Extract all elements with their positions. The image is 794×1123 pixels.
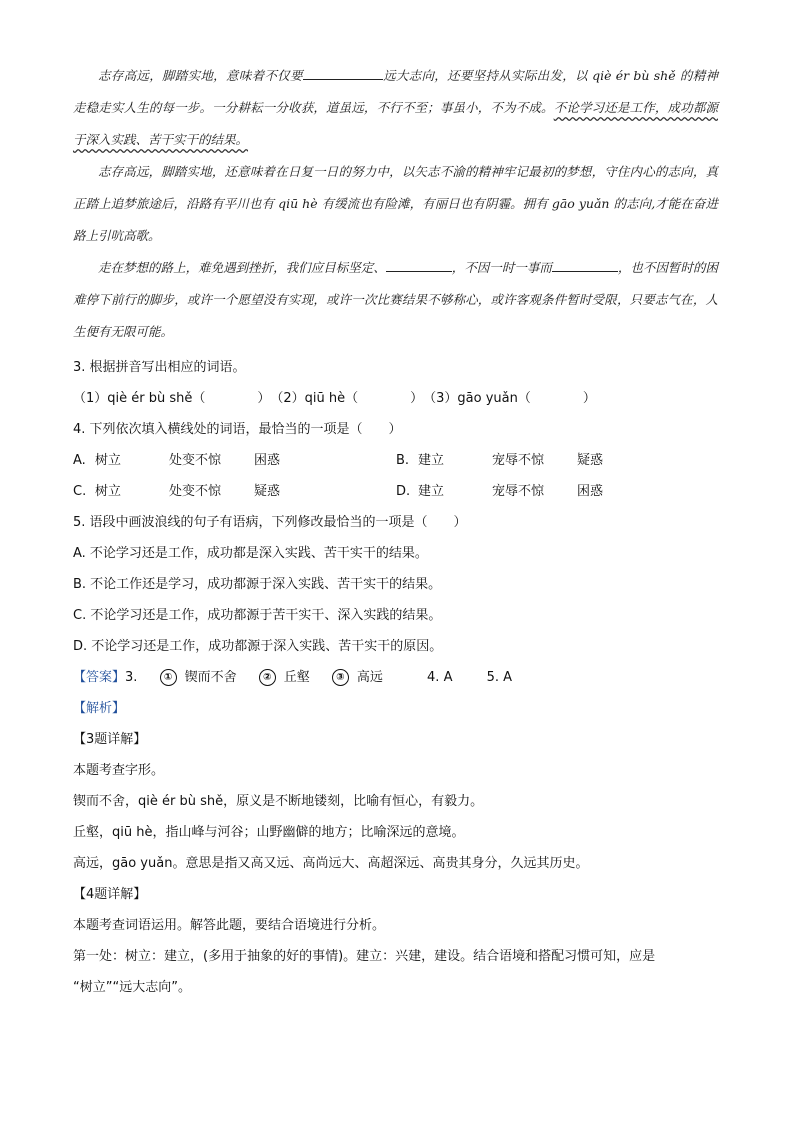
fill-blank-1 [303,67,383,80]
analysis-line-6: 第一处：树立：建立，(多用于抽象的好的事情)。建立：兴建，建设。结合语境和搭配习惯可知，应是 [73,949,656,964]
q5-option-c: C. 不论学习还是工作，成功都源于苦干实干、深入实践的结果。 [73,608,442,623]
q4-stem: 4. 下列依次填入横线处的词语，最恰当的一项是（ ） [73,422,402,437]
passage-paragraph-1: 志存高远，脚踏实地，意味着不仅要 远大志向，还要坚持从实际出发，以 qiè ér bù shě 的精神走稳走实人生的每一步。一分耕耘一分收获，道虽远，不行不至；事虽小，不为不成。不论学习还是工作，成功都源于深入实践、苦干实干的结果。 [73,68,718,147]
analysis-line-1: 本题考查字形。 [73,763,165,778]
passage-paragraph-2: 志存高远，脚踏实地，还意味着在日复一日的努力中，以矢志不渝的精神牢记最初的梦想，守住内心的志向，真正踏上追梦旅途后，沿路有平川也有 qiū hè 有缓流也有险滩，有丽日也有阴霾。拥有 gāo yuǎn 的志向,才能在奋进路上引吭高歌。 [73,164,718,243]
q4-detail-heading: 【4题详解】 [73,887,147,902]
q4-option-c: C. 树立 处变不惊 疑惑 [73,484,281,499]
wavy-underlined-sentence: 不论学习还是工作，成功都源于深入实践、苦干实干的结果。 [73,100,718,147]
q3-stem: 3. 根据拼音写出相应的词语。 [73,360,246,375]
analysis-line-2: 锲而不舍，qiè ér bù shě，原义是不断地镂刻，比喻有恒心，有毅力。 [73,794,484,809]
reading-passage [73,60,718,348]
passage-paragraph-3: 走在梦想的路上，难免遇到挫折，我们应目标坚定、 ，不因一时一事而 ，也不因暂时的困难停下前行的脚步，或许一个愿望没有实现，或许一次比赛结果不够称心，或许客观条件暂时受限，只要志气在，人生便有无限可能。 [73,260,718,339]
q4-options-row-1 [73,445,723,476]
q5-option-d: D. 不论学习还是工作，成功都源于深入实践、苦干实干的原因。 [73,639,443,654]
circled-number-3: ③ [332,669,349,686]
q5-option-b: B. 不论工作还是学习，成功都源于深入实践、苦干实干的结果。 [73,577,442,592]
q4-options-row-2 [73,476,723,507]
q3-detail-heading: 【3题详解】 [73,732,147,747]
q5-option-a: A. 不论学习还是工作，成功都是深入实践、苦干实干的结果。 [73,546,428,561]
q4-option-a: A. 树立 处变不惊 困惑 [73,453,281,468]
analysis-line-7: “树立”“远大志向”。 [73,980,191,995]
circled-number-2: ② [259,669,276,686]
analysis-line-3: 丘壑，qiū hè，指山峰与河谷；山野幽僻的地方；比喻深远的意境。 [73,825,465,840]
questions-section [73,352,723,1003]
q4-option-b: B. 建立 宠辱不惊 疑惑 [396,453,604,468]
q4-option-d: D. 建立 宠辱不惊 困惑 [396,484,604,499]
fill-blank-3 [552,259,618,272]
fill-blank-2 [386,259,452,272]
answer-tag: 【答案】 [73,670,126,685]
circled-number-1: ① [160,669,177,686]
analysis-line-4: 高远，gāo yuǎn。意思是指又高又远、高尚远大、高超深远、高贵其身分，久远其历史。 [73,856,589,871]
analysis-line-5: 本题考查词语运用。解答此题，要结合语境进行分析。 [73,918,386,933]
q5-stem: 5. 语段中画波浪线的句子有语病，下列修改最恰当的一项是（ ） [73,515,467,530]
answer-line: 【答案】3. ① 锲而不舍 ② 丘壑 ③ 高远 4. A 5. A [73,670,513,685]
analysis-tag: 【解析】 [73,701,126,716]
q3-items: （1）qiè ér bù shě（ ） （2）qiū hè（ ） （3）gāo yuǎn（ ） [73,391,596,406]
